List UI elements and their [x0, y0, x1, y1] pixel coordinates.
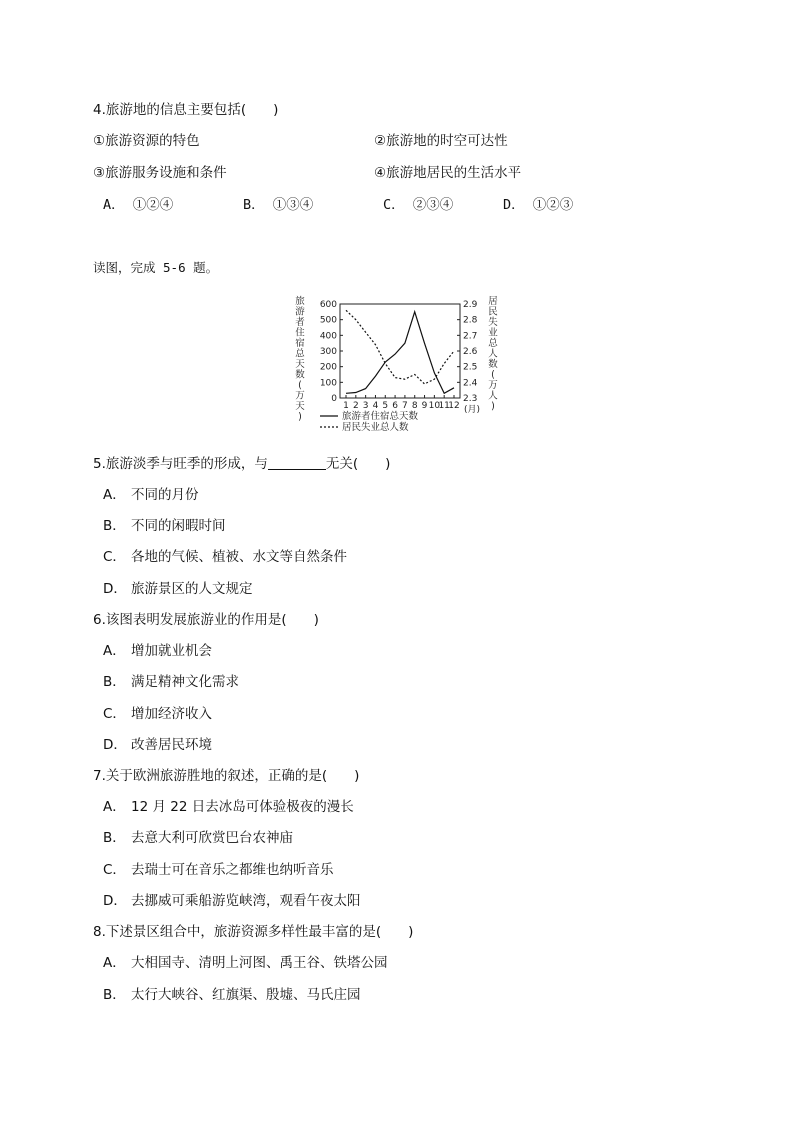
option-text: 去意大利可欣赏巴台农神庙	[131, 830, 293, 846]
option-letter: D．	[103, 893, 127, 909]
left-axis-label-char: 住	[295, 327, 305, 339]
option-letter: B．	[103, 674, 126, 690]
left-axis-label-char: 宿	[295, 338, 305, 349]
q5-option-a[interactable]	[103, 486, 199, 504]
option-text: ①③④	[272, 197, 314, 213]
chart-svg	[290, 292, 500, 442]
right-axis-label-char: (	[491, 369, 495, 381]
option-letter: A．	[103, 643, 126, 659]
x-tick-label: 9	[421, 401, 428, 411]
q7-option-b[interactable]	[103, 829, 293, 847]
option-text: 不同的月份	[131, 487, 199, 503]
q4-item-1: ①旅游资源的特色	[93, 133, 200, 149]
right-axis-label-char: 总	[488, 338, 498, 349]
right-axis-label-char: 业	[488, 327, 498, 339]
option-text: ②③④	[412, 197, 454, 213]
left-axis-label-char: (	[298, 380, 302, 391]
q5-option-c[interactable]	[103, 548, 347, 566]
q8-option-b[interactable]	[103, 986, 361, 1004]
right-tick-label: 2.6	[463, 347, 478, 357]
left-axis-label-char: 者	[295, 317, 305, 328]
option-letter: A．	[103, 487, 126, 503]
left-tick-label: 0	[331, 394, 337, 404]
x-tick-label: 5	[382, 401, 389, 411]
option-text: 满足精神文化需求	[131, 674, 239, 690]
series-line-unemployment	[346, 310, 454, 384]
option-text: ①②③	[532, 197, 574, 213]
q5-stem	[93, 455, 390, 473]
left-tick-label: 400	[319, 331, 337, 342]
option-text: ①②④	[132, 197, 174, 213]
q7-stem: 7.关于欧洲旅游胜地的叙述，正确的是( )	[93, 768, 360, 784]
chart-frame	[340, 304, 460, 398]
x-tick-label: 11	[438, 401, 450, 411]
left-axis-label-char: 数	[295, 369, 305, 381]
option-letter: C．	[103, 549, 126, 565]
x-tick-label: 1	[343, 401, 349, 411]
option-letter: A．	[103, 955, 126, 971]
right-axis-label-char: 数	[488, 359, 498, 370]
q4-stem: 4.旅游地的信息主要包括( )	[93, 102, 279, 118]
option-text: 增加就业机会	[131, 643, 212, 659]
option-letter: B．	[103, 518, 126, 534]
q7-option-a[interactable]	[103, 798, 354, 816]
q5-option-d[interactable]	[103, 580, 253, 598]
q4-item-4: ④旅游地居民的生活水平	[374, 165, 522, 181]
left-tick-label: 300	[319, 347, 337, 357]
option-letter: D．	[503, 197, 525, 213]
right-axis-label-char: 万	[488, 380, 498, 391]
q6-option-a[interactable]	[103, 642, 212, 660]
q5-stem-before: 5.旅游淡季与旺季的形成，与	[93, 456, 268, 472]
option-text: 大相国寺、清明上河图、禹王谷、铁塔公园	[131, 955, 388, 971]
option-letter: D．	[103, 737, 127, 753]
left-tick-label: 500	[319, 315, 337, 326]
q4-item-3: ③旅游服务设施和条件	[93, 165, 227, 181]
option-text: 旅游景区的人文规定	[131, 581, 253, 597]
q5-stem-after: 无关( )	[325, 456, 391, 472]
option-text: 增加经济收入	[131, 706, 212, 722]
right-axis-label-char: 人	[488, 348, 498, 360]
x-tick-label: 6	[392, 401, 398, 411]
left-tick-label: 600	[319, 300, 337, 310]
x-tick-label: 7	[402, 401, 408, 411]
option-letter: A．	[103, 799, 126, 815]
x-tick-label: 12	[448, 401, 460, 411]
q4-item-2: ②旅游地的时空可达性	[374, 133, 508, 149]
q6-option-c[interactable]	[103, 705, 212, 723]
q4-option-a[interactable]	[103, 196, 173, 214]
right-tick-label: 2.4	[463, 378, 478, 389]
left-axis-label-char: 总	[295, 348, 305, 360]
instruction-text: 读图，完成 5-6 题。	[93, 260, 219, 275]
x-tick-label: 8	[411, 401, 418, 411]
right-tick-label: 2.7	[463, 331, 478, 342]
answer-blank	[268, 455, 326, 470]
option-letter: D．	[103, 581, 127, 597]
left-axis-label-char: 旅	[295, 296, 305, 307]
option-letter: B．	[103, 987, 126, 1003]
left-axis-label-char: 游	[295, 306, 305, 318]
option-text: 12 月 22 日去冰岛可体验极夜的漫长	[131, 799, 354, 815]
q8-option-a[interactable]	[103, 954, 388, 972]
q4-option-d[interactable]	[503, 196, 573, 214]
x-tick-label: 4	[372, 401, 379, 411]
option-text: 改善居民环境	[131, 737, 212, 753]
right-tick-label: 2.9	[463, 300, 478, 310]
left-tick-label: 100	[319, 378, 337, 389]
right-tick-label: 2.8	[463, 315, 478, 326]
x-tick-label: 2	[352, 401, 359, 411]
tourism-chart	[290, 292, 500, 442]
option-letter: C．	[103, 862, 126, 878]
left-axis-label-char: 天	[295, 359, 305, 370]
left-axis-label-char: )	[298, 411, 302, 423]
option-letter: B．	[243, 197, 265, 213]
option-letter: C．	[383, 197, 405, 213]
right-axis-label-char: 民	[488, 306, 498, 318]
x-tick-label: 10	[428, 401, 441, 411]
q7-option-c[interactable]	[103, 861, 334, 879]
option-text: 去瑞士可在音乐之都维也纳听音乐	[131, 862, 334, 878]
series-line-tourist-nights	[346, 312, 454, 394]
right-tick-label: 2.3	[463, 394, 478, 404]
option-letter: B．	[103, 830, 126, 846]
right-tick-label: 2.5	[463, 362, 478, 373]
option-letter: C．	[103, 706, 126, 722]
right-axis-label-char: )	[491, 401, 495, 412]
legend-label: 居民失业总人数	[342, 422, 409, 433]
right-axis-label-char: 失	[488, 317, 498, 328]
q4-option-b[interactable]	[243, 196, 313, 214]
left-tick-label: 200	[319, 362, 337, 373]
q4-option-c[interactable]	[383, 196, 453, 214]
left-axis-label-char: 万	[295, 390, 305, 402]
q6-option-b[interactable]	[103, 673, 239, 691]
option-text: 各地的气候、植被、水文等自然条件	[131, 549, 347, 565]
q7-option-d[interactable]	[103, 892, 361, 910]
q6-stem: 6.该图表明发展旅游业的作用是( )	[93, 612, 319, 628]
option-text: 太行大峡谷、红旗渠、殷墟、马氏庄园	[131, 987, 361, 1003]
legend-label: 旅游者住宿总天数	[342, 411, 419, 422]
option-text: 去挪威可乘船游览峡湾，观看午夜太阳	[131, 893, 361, 909]
left-axis-label-char: 天	[295, 401, 305, 412]
x-tick-label: 3	[362, 401, 369, 411]
q5-option-b[interactable]	[103, 517, 226, 535]
option-text: 不同的闲暇时间	[131, 518, 226, 534]
q8-stem: 8.下述景区组合中，旅游资源多样性最丰富的是( )	[93, 924, 414, 940]
right-axis-label-char: 居	[488, 296, 498, 307]
right-axis-label-char: 人	[488, 390, 498, 402]
q6-option-d[interactable]	[103, 736, 212, 754]
option-letter: A．	[103, 197, 125, 213]
x-unit-label: (月)	[464, 405, 481, 415]
